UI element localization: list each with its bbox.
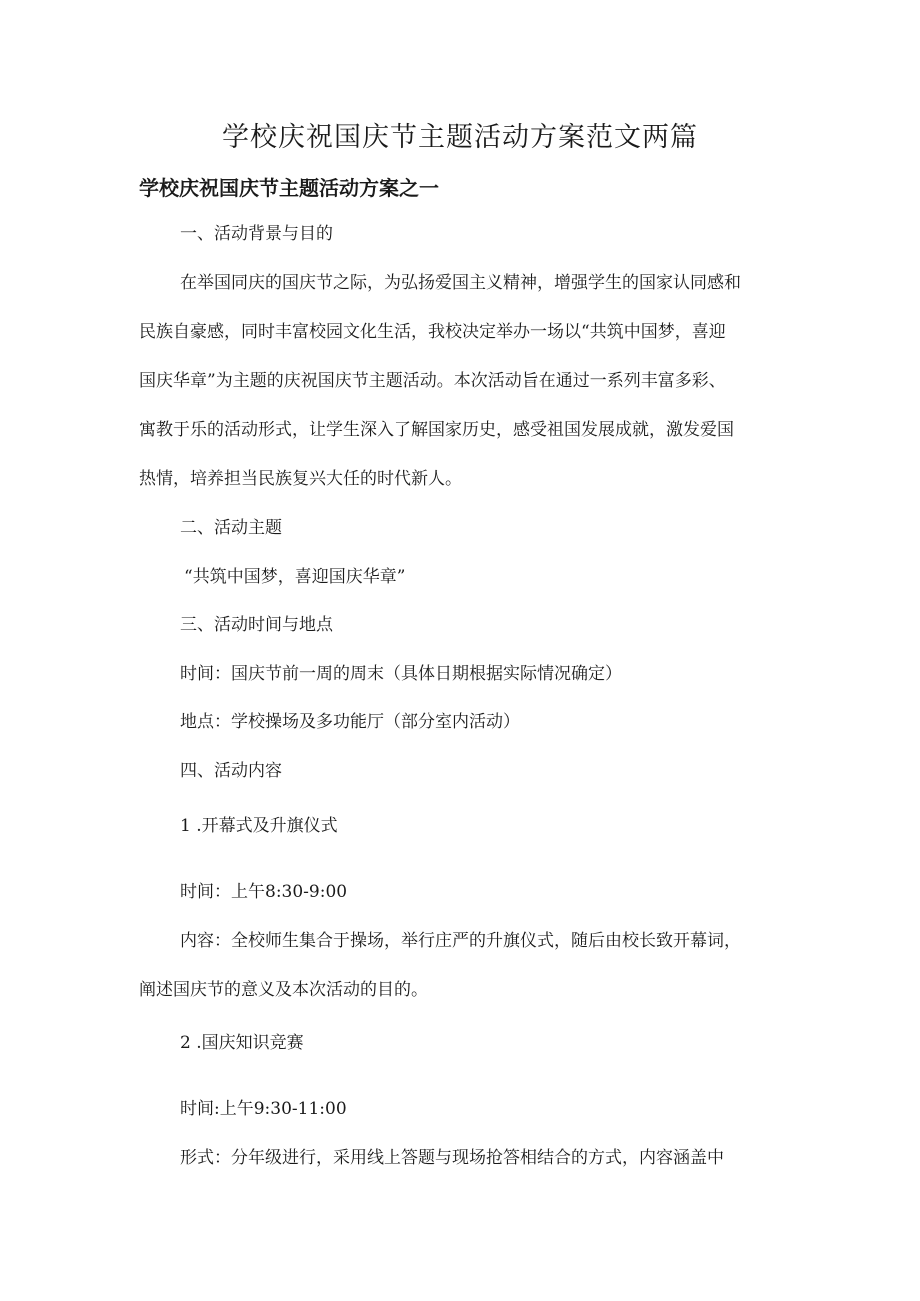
section-heading-content: 四、活动内容	[180, 761, 282, 781]
theme-quote: “共筑中国梦，喜迎国庆华章”	[184, 567, 406, 587]
section-heading-background: 一、活动背景与目的	[180, 224, 333, 244]
paragraph-line: 民族自豪感，同时丰富校园文化生活，我校决定举办一场以“共筑中国梦，喜迎	[139, 322, 726, 342]
section-heading-theme: 二、活动主题	[180, 518, 282, 538]
paragraph-line: 国庆华章”为主题的庆祝国庆节主题活动。本次活动旨在通过一系列丰富多彩、	[139, 371, 726, 391]
document-title: 学校庆祝国庆节主题活动方案范文两篇	[222, 122, 698, 153]
paragraph-line: 阐述国庆节的意义及本次活动的目的。	[139, 980, 428, 1000]
item-heading-opening: 1 .开幕式及升旗仪式	[180, 816, 338, 836]
place-line: 地点：学校操场及多功能厅（部分室内活动）	[180, 712, 520, 732]
paragraph-line: 寓教于乐的活动形式，让学生深入了解国家历史，感受祖国发展成就，激发爱国	[139, 420, 734, 440]
item-time-opening: 时间：上午8:30-9:00	[180, 882, 348, 902]
item-time-quiz: 时间:上午9:30-11:00	[180, 1099, 347, 1119]
paragraph-line: 形式：分年级进行，采用线上答题与现场抢答相结合的方式，内容涵盖中	[180, 1148, 724, 1168]
paragraph-line: 内容：全校师生集合于操场，举行庄严的升旗仪式，随后由校长致开幕词，	[180, 931, 741, 951]
section-heading-time-place: 三、活动时间与地点	[180, 615, 333, 635]
paragraph-line: 热情，培养担当民族复兴大任的时代新人。	[139, 469, 462, 489]
item-heading-quiz: 2 .国庆知识竞赛	[180, 1033, 304, 1053]
time-line: 时间：国庆节前一周的周末（具体日期根据实际情况确定）	[180, 664, 622, 684]
paragraph-line: 在举国同庆的国庆节之际，为弘扬爱国主义精神，增强学生的国家认同感和	[180, 273, 741, 293]
document-subtitle: 学校庆祝国庆节主题活动方案之一	[139, 176, 439, 200]
